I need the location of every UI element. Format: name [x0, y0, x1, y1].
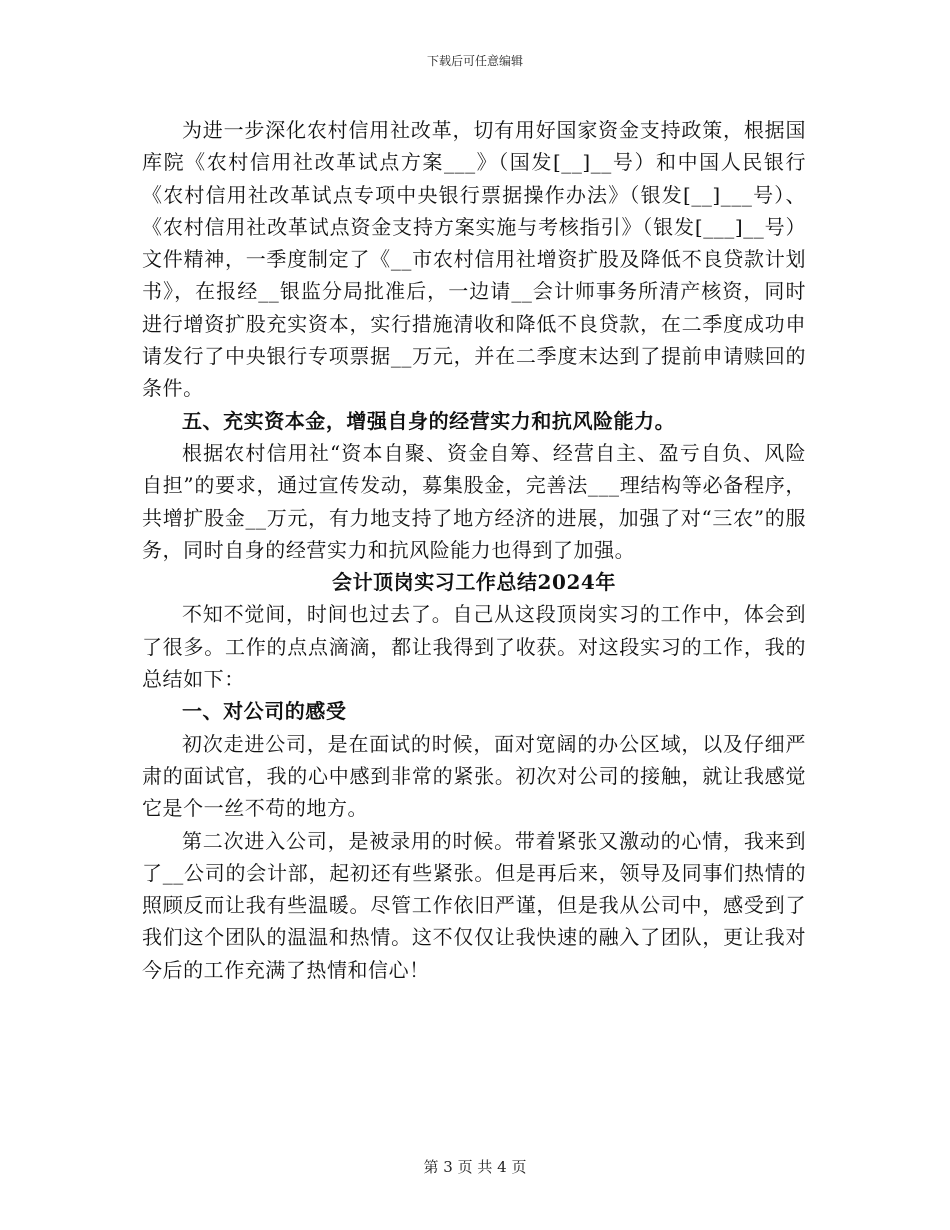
- paragraph-capital-raising: 根据农村信用社“资本自聚、资金自筹、经营自主、盈亏自负、风险自担”的要求，通过宣传发动，募集股金，完善法___理结构等必备程序，共增扩股金__万元，有力地支持了地方经济的进展，加强了对“三农”的服务，同时自身的经营实力和抗风险能力也得到了加强。: [142, 440, 806, 562]
- paragraph-reform-funding: 为进一步深化农村信用社改革，切有用好国家资金支持政策，根据国库院《农村信用社改革试点方案___》（国发[__]__号）和中国人民银行《农村信用社改革试点专项中央银行票据操作办法》（银发[__]___号）、《农村信用社改革试点资金支持方案实施与考核指引》（银发[___]__号）文件精神，一季度制定了《__市农村信用社增资扩股及降低不良贷款计划书》，在报经__银监分局批准后，一边请__会计师事务所清产核资，同时进行增资扩股充实资本，实行措施清收和降低不良贷款，在二季度成功申请发行了中央银行专项票据__万元，并在二季度末达到了提前申请赎回的条件。: [142, 118, 806, 401]
- paragraph-second-visit: 第二次进入公司，是被录用的时候。带着紧张又激动的心情，我来到了__公司的会计部，起初还有些紧张。但是再后来，领导及同事们热情的照顾反而让我有些温暖。尽管工作依旧严谨，但是我从公司中，感受到了我们这个团队的温温和热情。这不仅仅让我快速的融入了团队，更让我对今后的工作充满了热情和信心！: [142, 828, 806, 982]
- document-title: 会计顶岗实习工作总结2024年: [332, 570, 616, 595]
- document-body: [142, 114, 806, 986]
- paragraph-first-visit: 初次走进公司，是在面试的时候，面对宽阔的办公区域，以及仔细严肃的面试官，我的心中感到非常的紧张。初次对公司的接触，就让我感觉它是个一丝不苟的地方。: [142, 731, 806, 821]
- page-header: 下载后可任意编辑: [426, 54, 523, 68]
- section-heading-capital: 五、充实资本金，增强自身的经营实力和抗风险能力。: [182, 408, 676, 433]
- section-heading-company-impression: 一、对公司的感受: [182, 699, 347, 724]
- page-footer: 第 3 页 共 4 页: [423, 1158, 527, 1176]
- paragraph-intro: 不知不觉间，时间也过去了。自己从这段顶岗实习的工作中，体会到了很多。工作的点点滴滴，都让我得到了收获。对这段实习的工作，我的总结如下：: [142, 602, 806, 692]
